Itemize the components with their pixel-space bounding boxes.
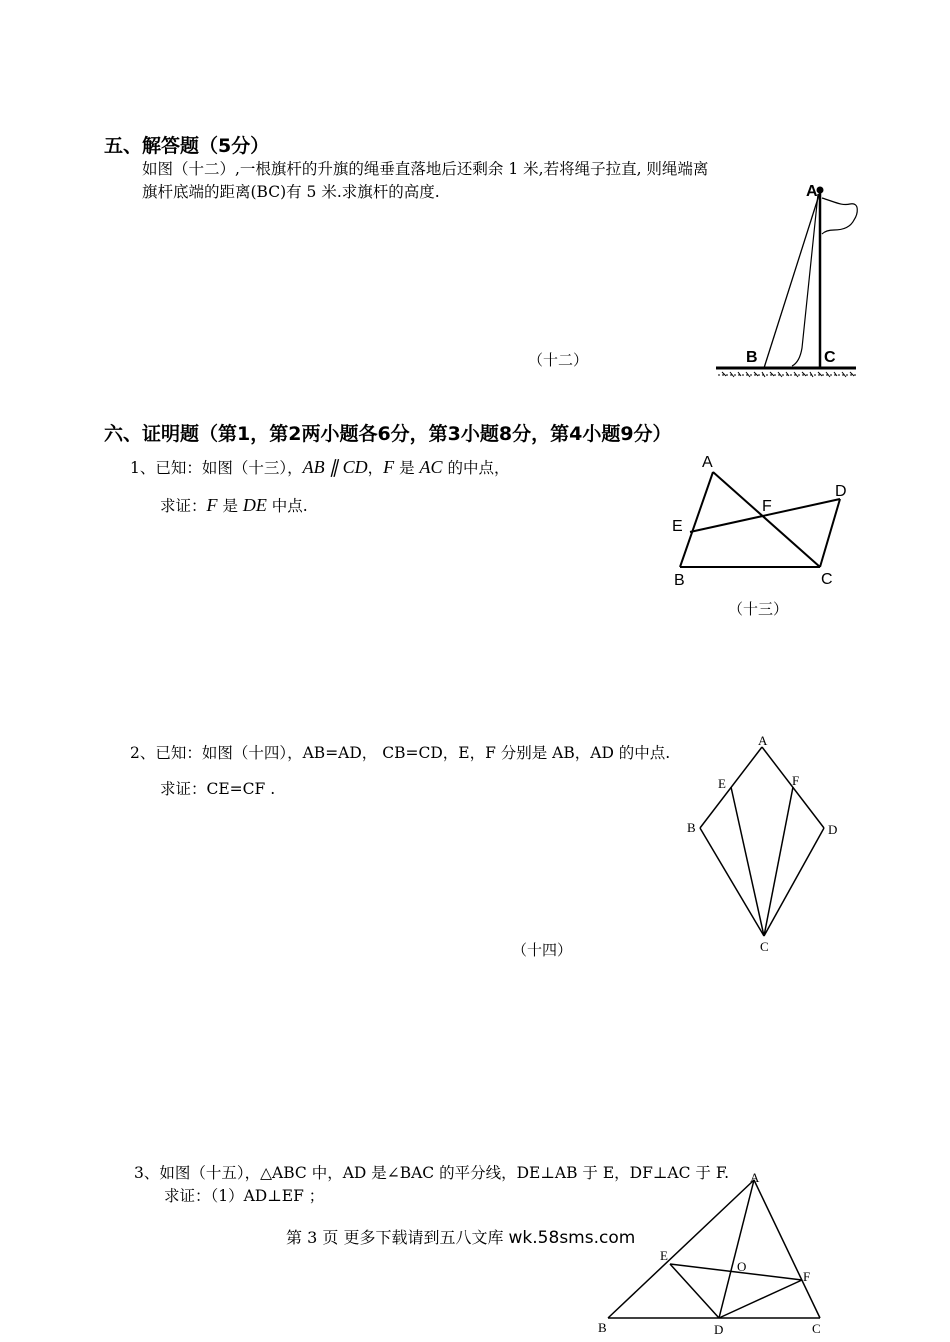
fig12-label-B: B — [746, 349, 758, 366]
fig14-label-D: D — [828, 822, 838, 837]
section-5-heading: 五、解答题（5分） — [104, 135, 270, 157]
p1-text-mid2: 中点. — [266, 497, 308, 515]
problem-2-prove: 求证：CE=CF . — [160, 780, 276, 798]
fig15-label-O: O — [737, 1259, 747, 1274]
figure-14-caption: （十四） — [512, 941, 573, 959]
fig13-label-D: D — [835, 483, 847, 500]
fig13-label-B: B — [674, 572, 685, 589]
page-footer — [286, 1225, 635, 1248]
flag-cloth — [822, 198, 857, 234]
fig13-label-A: A — [702, 454, 713, 471]
problem-1-given — [130, 455, 509, 480]
fig14-label-B: B — [687, 820, 696, 835]
fig15-label-F: F — [803, 1269, 811, 1284]
p1-math-AC: AC — [419, 457, 443, 477]
section-6-heading: 六、证明题（第1，第2两小题各6分，第3小题8分，第4小题9分） — [104, 423, 672, 445]
fig14-label-F: F — [792, 773, 800, 788]
p1-prefix: 1、已知：如图（十三）， — [130, 459, 303, 477]
fig13-label-E: E — [672, 518, 683, 535]
fig12-label-A: A — [806, 183, 818, 200]
figure-12-caption: （十二） — [528, 351, 589, 369]
rope-taut-line — [764, 192, 820, 368]
figure-14 — [680, 730, 850, 960]
fig12-label-C: C — [824, 349, 836, 366]
p1-math-DE: DE — [242, 495, 267, 515]
footer-site-link[interactable]: wk.58sms.com — [508, 1228, 636, 1248]
p1-math-AB: AB — [302, 457, 325, 477]
p1-prove-prefix: 求证： — [160, 497, 207, 515]
p1-text-is: 是 — [394, 459, 420, 477]
p1-math-F2: F — [206, 495, 218, 515]
figure-13 — [660, 450, 870, 595]
p1-math-CD: CD — [342, 457, 368, 477]
section-5-text-line1: 如图（十二）,一根旗杆的升旗的绳垂直落地后还剩余 1 米,若将绳子拉直, 则绳端离 — [142, 160, 709, 178]
figure-12-flagpole — [710, 178, 870, 383]
footer-page-text: 第 3 页 更多下载请到五八文库 — [286, 1228, 509, 1247]
problem-3-prove: 求证：（1）AD⊥EF ； — [164, 1187, 325, 1205]
p1-parallel-symbol: ∥ — [324, 457, 343, 477]
figure-15 — [590, 1168, 840, 1342]
ground-hatch — [718, 372, 856, 377]
fig15-label-A: A — [750, 1170, 760, 1185]
p1-math-F: F — [383, 457, 395, 477]
p1-comma: ， — [367, 459, 384, 477]
fig15-label-D: D — [714, 1322, 724, 1337]
fig15-label-C: C — [812, 1321, 821, 1336]
p1-text-is2: 是 — [217, 497, 243, 515]
fig14-label-C: C — [760, 939, 769, 954]
section-5-text-line2: 旗杆底端的距离(BC)有 5 米.求旗杆的高度. — [142, 183, 440, 201]
fig15-label-B: B — [598, 1320, 607, 1335]
rope-hanging — [792, 194, 818, 366]
problem-3-given: 3、如图（十五），△ABC 中，AD 是∠BAC 的平分线，DE⊥AB 于 E，DF⊥AC 于 F. — [134, 1164, 730, 1182]
fig14-label-E: E — [718, 776, 726, 791]
fig15-label-E: E — [660, 1248, 668, 1263]
fig13-label-F: F — [762, 498, 772, 515]
problem-2-given: 2、已知：如图（十四），AB=AD， CB=CD，E，F 分别是 AB，AD 的中点. — [130, 744, 671, 762]
p1-text-midpoint: 的中点， — [442, 459, 510, 477]
problem-1-prove — [160, 493, 308, 518]
fig13-label-C: C — [821, 571, 833, 588]
fig14-label-A: A — [758, 733, 768, 748]
figure-13-caption: （十三） — [728, 600, 789, 618]
